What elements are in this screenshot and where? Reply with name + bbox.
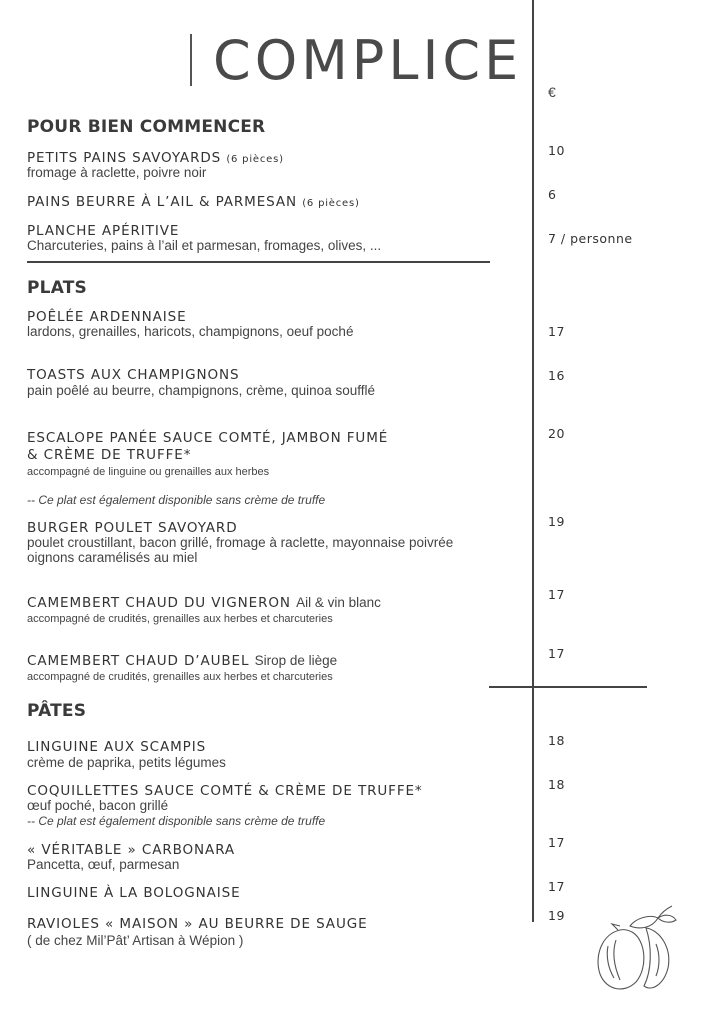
menu-item-description: Pancetta, œuf, parmesan (27, 857, 180, 872)
menu-item-price: 19 (548, 514, 565, 529)
logo-divider (190, 34, 192, 86)
menu-item-description: poulet croustillant, bacon grillé, fromage à raclette, mayonnaise poivrée (27, 535, 454, 550)
menu-item-description-line2: oignons caramélisés au miel (27, 550, 198, 565)
menu-item-price: 7 / personne (548, 231, 633, 246)
section-divider (489, 686, 647, 688)
menu-item-price: 17 (548, 835, 565, 850)
menu-item-description: ( de chez Mil’Pât’ Artisan à Wépion ) (27, 933, 244, 948)
menu-item-description: pain poêlé au beurre, champignons, crème, quinoa soufflé (27, 383, 375, 398)
menu-item-price: 18 (548, 733, 565, 748)
menu-item-name: RAVIOLES « MAISON » AU BEURRE DE SAUGE (27, 916, 368, 932)
menu-item-price: 18 (548, 777, 565, 792)
menu-item-description: fromage à raclette, poivre noir (27, 165, 207, 180)
menu-item-price: 17 (548, 879, 565, 894)
menu-item-price: 6 (548, 187, 557, 202)
menu-item-price: 20 (548, 426, 565, 441)
section-title-starters: POUR BIEN COMMENCER (27, 117, 266, 137)
section-divider (27, 261, 490, 263)
item-side-note: Ail & vin blanc (296, 595, 381, 610)
section-title-mains: PLATS (27, 278, 87, 298)
menu-item-description: accompagné de crudités, grenailles aux herbes et charcuteries (27, 671, 333, 683)
menu-item-name: « VÉRITABLE » CARBONARA (27, 842, 236, 858)
menu-item-name: PETITS PAINS SAVOYARDS (6 pièces) (27, 150, 284, 166)
menu-item-description: accompagné de linguine ou grenailles aux herbes (27, 466, 270, 478)
menu-item-price: 17 (548, 587, 565, 602)
brand-logo: COMPLICE (213, 29, 523, 92)
menu-item-name: ESCALOPE PANÉE SAUCE COMTÉ, JAMBON FUMÉ (27, 430, 389, 446)
menu-item-name: LINGUINE AUX SCAMPIS (27, 739, 207, 755)
menu-item-description: œuf poché, bacon grillé (27, 798, 169, 813)
menu-item-name: CAMEMBERT CHAUD DU VIGNERON Ail & vin blanc (27, 595, 381, 611)
menu-item-price: 17 (548, 646, 565, 661)
menu-item-name: PAINS BEURRE À L’AIL & PARMESAN (6 pièces) (27, 194, 360, 210)
section-title-pasta: PÂTES (27, 701, 87, 721)
item-side-note: Sirop de liège (254, 653, 338, 668)
currency-symbol: € (548, 84, 556, 100)
menu-item-alternative-note: -- Ce plat est également disponible sans crème de truffe (27, 814, 326, 828)
menu-item-price: 17 (548, 324, 565, 339)
menu-item-description: lardons, grenailles, haricots, champignons, oeuf poché (27, 324, 354, 339)
menu-item-name-line2: & CRÈME DE TRUFFE* (27, 447, 192, 463)
menu-item-name: TOASTS AUX CHAMPIGNONS (27, 367, 240, 383)
menu-item-description: crème de paprika, petits légumes (27, 755, 226, 770)
lemon-illustration-icon (590, 900, 685, 1000)
menu-item-name: BURGER POULET SAVOYARD (27, 520, 238, 536)
menu-item-description: accompagné de crudités, grenailles aux herbes et charcuteries (27, 613, 333, 625)
menu-item-description: Charcuteries, pains à l’ail et parmesan, fromages, olives, ... (27, 238, 382, 253)
menu-item-price: 10 (548, 143, 565, 158)
item-note: (6 pièces) (226, 154, 284, 165)
menu-item-price: 19 (548, 908, 565, 923)
menu-item-price: 16 (548, 368, 565, 383)
menu-item-name: LINGUINE À LA BOLOGNAISE (27, 885, 241, 901)
menu-item-name: PLANCHE APÉRITIVE (27, 223, 180, 239)
price-column-divider (532, 0, 534, 922)
menu-item-name: POÊLÉE ARDENNAISE (27, 309, 187, 325)
item-note: (6 pièces) (302, 198, 360, 209)
menu-item-alternative-note: -- Ce plat est également disponible sans crème de truffe (27, 493, 326, 507)
menu-item-name: CAMEMBERT CHAUD D’AUBEL Sirop de liège (27, 653, 338, 669)
menu-item-name: COQUILLETTES SAUCE COMTÉ & CRÈME DE TRUFFE* (27, 783, 423, 799)
